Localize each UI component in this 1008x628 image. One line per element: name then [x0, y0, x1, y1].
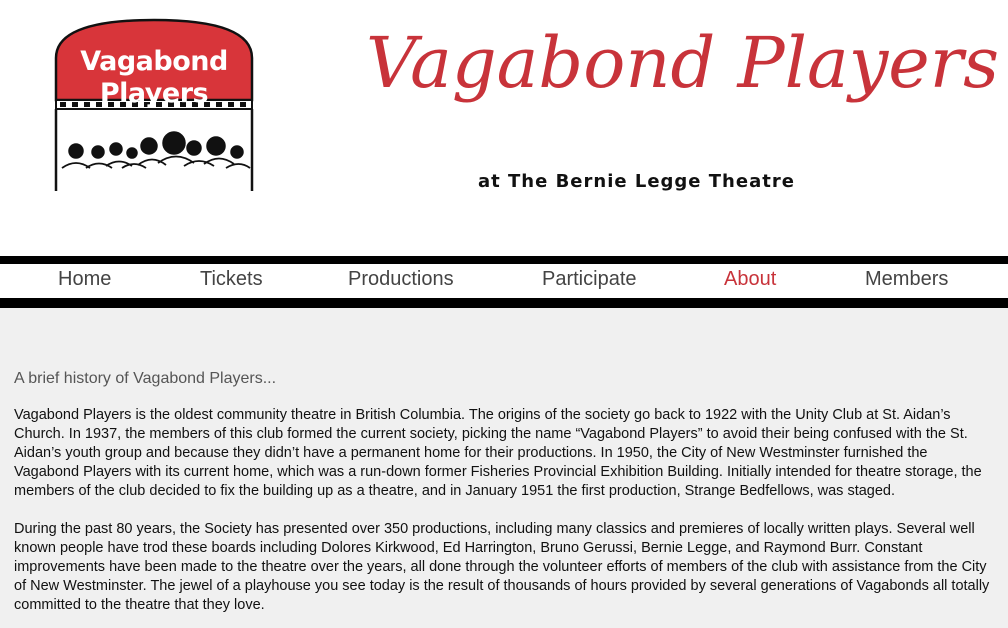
nav-item-productions[interactable]: Productions: [348, 268, 454, 290]
logo-text: [54, 46, 254, 110]
main-content: [14, 368, 994, 628]
nav-item-about[interactable]: About: [724, 268, 777, 290]
nav-divider-bottom: [0, 298, 1008, 308]
history-paragraph-1: Vagabond Players is the oldest community theatre in British Columbia. The origins of the society go back to 1922 with the Unity Club at St. Aidan’s Church. In 1937, the members of this club formed the current society, picking the name “Vagabond Players” to avoid their being confused with the St. Aidan’s youth group and because they didn’t have a permanent home for their productions. In 1950, the City of New Westminster furnished the Vagabond Players with its current home, which was a run-down former Fisheries Provincial Exhibition Building. Initially intended for theatre storage, the members of the club decided to fix the building up as a theatre, and in January 1951 the first production, Strange Bedfellows, was staged.: [14, 407, 982, 499]
site-title: Vagabond Players: [366, 22, 1000, 104]
site-subtitle: at The Bernie Legge Theatre: [478, 171, 795, 192]
site-logo[interactable]: [54, 18, 254, 191]
main-nav: [0, 264, 1008, 298]
nav-divider-top: [0, 256, 1008, 264]
nav-item-participate[interactable]: Participate: [542, 268, 637, 290]
logo-line-2: Players: [99, 78, 209, 109]
history-paragraph-2: During the past 80 years, the Society has presented over 350 productions, including many classics and premieres of locally written plays. Several well known people have trod these boards including Dolores Kirkwood, Ed Harrington, Bruno Gerussi, Bernie Legge, and Raymond Burr. Constant improvements have been made to the theatre over the years, all done through the volunteer efforts of members of the club with assistance from the City of New Westminster. The jewel of a playhouse you see today is the result of thousands of hours provided by several generations of Vagabonds all totally committed to the theatre that they love.: [14, 521, 990, 613]
site-header: [0, 0, 1008, 256]
nav-item-home[interactable]: Home: [58, 268, 112, 290]
history-intro: A brief history of Vagabond Players...: [14, 370, 277, 387]
logo-line-1: Vagabond: [80, 46, 228, 77]
nav-item-members[interactable]: Members: [865, 268, 949, 290]
nav-item-tickets[interactable]: Tickets: [200, 268, 263, 290]
